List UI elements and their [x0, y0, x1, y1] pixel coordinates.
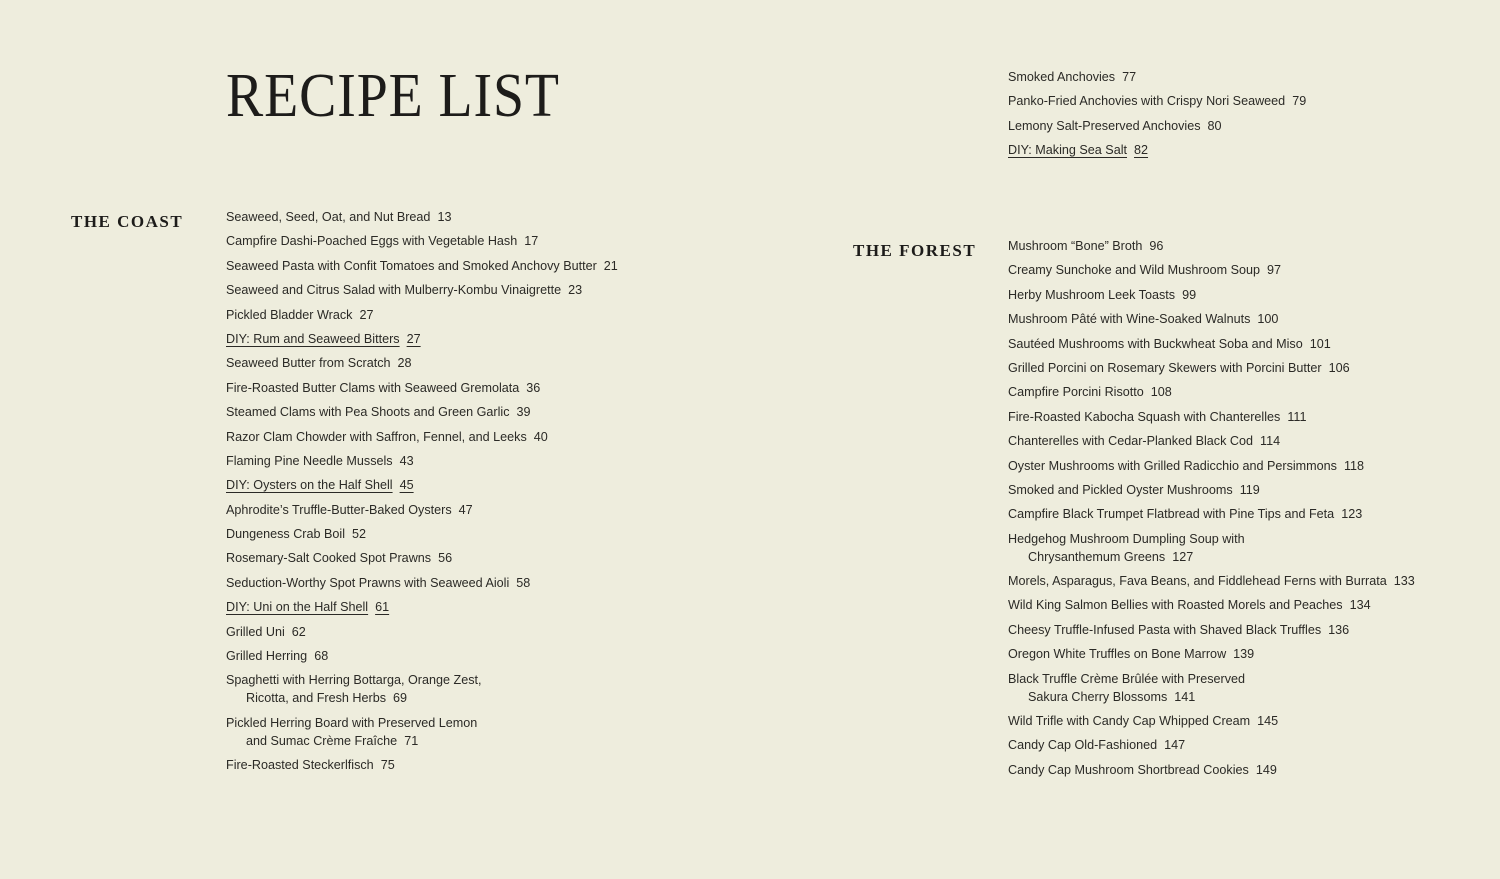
recipe-name: Fire-Roasted Butter Clams with Seaweed Gremolata	[226, 380, 520, 395]
recipe-name: Fire-Roasted Kabocha Squash with Chanterelles	[1008, 409, 1281, 424]
recipe-item	[226, 501, 618, 519]
section-label-coast: THE COAST	[71, 212, 184, 231]
recipe-page-number: 58	[516, 575, 531, 590]
recipe-name: Grilled Herring	[226, 649, 308, 664]
recipe-name: Creamy Sunchoke and Wild Mushroom Soup	[1008, 263, 1260, 278]
recipe-page-number: 21	[603, 258, 618, 273]
recipe-item	[1008, 432, 1415, 450]
recipe-name: Seaweed and Citrus Salad with Mulberry-Kombu Vinaigrette	[226, 283, 562, 298]
recipe-item	[1008, 505, 1415, 523]
recipe-item[interactable]	[226, 598, 618, 616]
recipe-page-number: 145	[1257, 714, 1279, 729]
recipe-item	[226, 208, 618, 226]
recipe-name: Pickled Herring Board with Preserved Lemon	[226, 715, 478, 730]
recipe-page-number: 47	[458, 502, 473, 517]
recipe-item	[1008, 596, 1415, 614]
recipe-name: Spaghetti with Herring Bottarga, Orange Zest,	[226, 673, 482, 688]
recipe-item	[1008, 359, 1415, 377]
recipe-name: Wild King Salmon Bellies with Roasted Morels and Peaches	[1008, 598, 1343, 613]
recipe-name: Mushroom “Bone” Broth	[1008, 239, 1143, 253]
recipe-item	[226, 671, 618, 707]
recipe-name: Seduction-Worthy Spot Prawns with Seaweed Aioli	[226, 575, 510, 590]
recipe-name: Mushroom Pâté with Wine-Soaked Walnuts	[1008, 312, 1251, 327]
recipe-item	[1008, 68, 1306, 86]
recipe-name: Pickled Bladder Wrack	[226, 307, 353, 322]
recipe-page-number: 62	[291, 624, 306, 639]
recipe-list-coast	[226, 208, 618, 781]
recipe-name-continued: Ricotta, and Fresh Herbs	[246, 691, 386, 706]
recipe-name: Morels, Asparagus, Fava Beans, and Fiddlehead Ferns with Burrata	[1008, 574, 1387, 589]
recipe-name: Razor Clam Chowder with Saffron, Fennel, and Leeks	[226, 429, 527, 444]
recipe-item	[1008, 481, 1415, 499]
recipe-name: Seaweed, Seed, Oat, and Nut Bread	[226, 210, 431, 224]
recipe-item	[226, 379, 618, 397]
recipe-page-number: 40	[533, 429, 548, 444]
recipe-item	[1008, 761, 1415, 779]
recipe-item	[1008, 645, 1415, 663]
recipe-item	[1008, 92, 1306, 110]
recipe-item	[1008, 530, 1415, 566]
recipe-name: Hedgehog Mushroom Dumpling Soup with	[1008, 531, 1245, 546]
recipe-name: Seaweed Butter from Scratch	[226, 356, 391, 371]
recipe-name: DIY: Rum and Seaweed Bitters	[226, 331, 400, 346]
recipe-item	[1008, 261, 1415, 279]
recipe-item[interactable]	[1008, 141, 1306, 159]
recipe-item	[226, 574, 618, 592]
recipe-name: Oyster Mushrooms with Grilled Radicchio and Persimmons	[1008, 458, 1337, 473]
recipe-page-number: 136	[1328, 622, 1350, 637]
recipe-name: Seaweed Pasta with Confit Tomatoes and Smoked Anchovy Butter	[226, 258, 597, 273]
recipe-name: Cheesy Truffle-Infused Pasta with Shaved Black Truffles	[1008, 622, 1322, 637]
recipe-item	[226, 281, 618, 299]
recipe-item	[1008, 572, 1415, 590]
recipe-name: DIY: Uni on the Half Shell	[226, 600, 369, 615]
recipe-item	[1008, 383, 1415, 401]
recipe-page-number: 141	[1174, 689, 1196, 704]
recipe-page-number: 79	[1292, 94, 1307, 109]
recipe-name: Rosemary-Salt Cooked Spot Prawns	[226, 551, 432, 566]
recipe-page-number: 75	[380, 758, 395, 773]
recipe-page-number: 123	[1341, 507, 1363, 522]
recipe-item	[1008, 117, 1306, 135]
recipe-name: Oregon White Truffles on Bone Marrow	[1008, 647, 1227, 662]
recipe-page-number: 108	[1150, 385, 1172, 400]
recipe-item	[1008, 457, 1415, 475]
recipe-name-continued: Sakura Cherry Blossoms	[1028, 689, 1168, 704]
recipe-name: Chanterelles with Cedar-Planked Black Cod	[1008, 434, 1254, 449]
recipe-name: DIY: Making Sea Salt	[1008, 143, 1128, 158]
recipe-name: Sautéed Mushrooms with Buckwheat Soba and Miso	[1008, 336, 1303, 351]
recipe-item[interactable]	[226, 476, 618, 494]
recipe-name: Grilled Uni	[226, 624, 285, 639]
recipe-name: Herby Mushroom Leek Toasts	[1008, 287, 1176, 302]
recipe-page-number: 52	[352, 527, 367, 542]
recipe-item	[226, 623, 618, 641]
recipe-page-number: 147	[1164, 738, 1186, 753]
recipe-name: Candy Cap Old-Fashioned	[1008, 738, 1158, 753]
recipe-page-number: 27	[359, 307, 374, 322]
recipe-item	[1008, 621, 1415, 639]
recipe-item	[226, 257, 618, 275]
recipe-name: Wild Trifle with Candy Cap Whipped Cream	[1008, 714, 1251, 729]
section-label-forest: THE FOREST	[853, 241, 977, 260]
recipe-item	[226, 647, 618, 665]
recipe-item	[226, 525, 618, 543]
recipe-name: Campfire Black Trumpet Flatbread with Pine Tips and Feta	[1008, 507, 1335, 522]
recipe-page-number: 119	[1239, 482, 1260, 497]
recipe-page-number: 56	[438, 551, 453, 566]
recipe-page-number: 97	[1267, 263, 1282, 278]
recipe-page-number: 118	[1343, 458, 1365, 473]
recipe-page-number: 45	[399, 478, 414, 493]
recipe-item	[1008, 335, 1415, 353]
recipe-page-number: 134	[1349, 598, 1371, 613]
recipe-page-number: 71	[404, 733, 419, 748]
recipe-page-number: 100	[1257, 312, 1279, 327]
recipe-item	[226, 714, 618, 750]
page-title: RECIPE LIST	[226, 62, 560, 130]
recipe-name: Aphrodite’s Truffle-Butter-Baked Oysters	[226, 502, 452, 517]
recipe-name: Dungeness Crab Boil	[226, 527, 346, 542]
recipe-page-number: 101	[1309, 336, 1331, 351]
recipe-name: Grilled Porcini on Rosemary Skewers with Porcini Butter	[1008, 360, 1322, 375]
recipe-item	[1008, 736, 1415, 754]
recipe-item	[226, 403, 618, 421]
recipe-name: Campfire Dashi-Poached Eggs with Vegetable Hash	[226, 234, 518, 249]
recipe-name: Panko-Fried Anchovies with Crispy Nori Seaweed	[1008, 94, 1286, 109]
recipe-page-number: 111	[1287, 409, 1307, 424]
recipe-item	[226, 452, 618, 470]
recipe-item[interactable]	[226, 330, 618, 348]
recipe-list-forest	[1008, 237, 1415, 785]
recipe-page-number: 106	[1328, 360, 1350, 375]
recipe-item	[226, 354, 618, 372]
recipe-name: Flaming Pine Needle Mussels	[226, 453, 393, 468]
recipe-page-number: 96	[1149, 239, 1164, 253]
recipe-name: Steamed Clams with Pea Shoots and Green Garlic	[226, 405, 510, 420]
recipe-item	[226, 306, 618, 324]
recipe-page-number: 28	[397, 356, 412, 371]
recipe-page-number: 149	[1255, 762, 1277, 777]
recipe-page-number: 127	[1172, 549, 1194, 564]
recipe-page-number: 61	[375, 600, 390, 615]
recipe-name: Campfire Porcini Risotto	[1008, 385, 1144, 400]
recipe-name: DIY: Oysters on the Half Shell	[226, 478, 393, 493]
recipe-item	[226, 756, 618, 774]
recipe-item	[1008, 670, 1415, 706]
recipe-list-coast-continued	[1008, 68, 1306, 166]
recipe-page-number: 17	[524, 234, 539, 249]
recipe-item	[226, 549, 618, 567]
recipe-page-number: 13	[437, 210, 452, 224]
recipe-item	[1008, 286, 1415, 304]
recipe-page-number: 36	[526, 380, 541, 395]
recipe-page-number: 27	[406, 331, 421, 346]
recipe-name-continued: Chrysanthemum Greens	[1028, 549, 1166, 564]
recipe-page-number: 139	[1233, 647, 1255, 662]
recipe-page-number: 43	[399, 453, 414, 468]
recipe-page-number: 23	[568, 283, 583, 298]
recipe-name: Smoked Anchovies	[1008, 70, 1116, 84]
recipe-page-number: 69	[393, 691, 408, 706]
recipe-name: Candy Cap Mushroom Shortbread Cookies	[1008, 762, 1249, 777]
recipe-item	[1008, 310, 1415, 328]
recipe-item	[1008, 712, 1415, 730]
recipe-name: Lemony Salt-Preserved Anchovies	[1008, 118, 1201, 133]
recipe-name: Smoked and Pickled Oyster Mushrooms	[1008, 482, 1233, 497]
recipe-name: Black Truffle Crème Brûlée with Preserved	[1008, 671, 1246, 686]
recipe-item	[1008, 408, 1415, 426]
recipe-page-number: 82	[1134, 143, 1149, 158]
recipe-page-number: 99	[1182, 287, 1197, 302]
recipe-page-number: 114	[1260, 434, 1281, 449]
recipe-page-number: 77	[1122, 70, 1137, 84]
recipe-item	[226, 428, 618, 446]
recipe-page-number: 68	[314, 649, 329, 664]
recipe-page-number: 39	[516, 405, 531, 420]
recipe-item	[226, 232, 618, 250]
recipe-page-number: 80	[1207, 118, 1222, 133]
recipe-page-number: 133	[1393, 574, 1415, 589]
recipe-name: Fire-Roasted Steckerlfisch	[226, 758, 374, 773]
recipe-item	[1008, 237, 1415, 255]
recipe-name-continued: and Sumac Crème Fraîche	[246, 733, 398, 748]
